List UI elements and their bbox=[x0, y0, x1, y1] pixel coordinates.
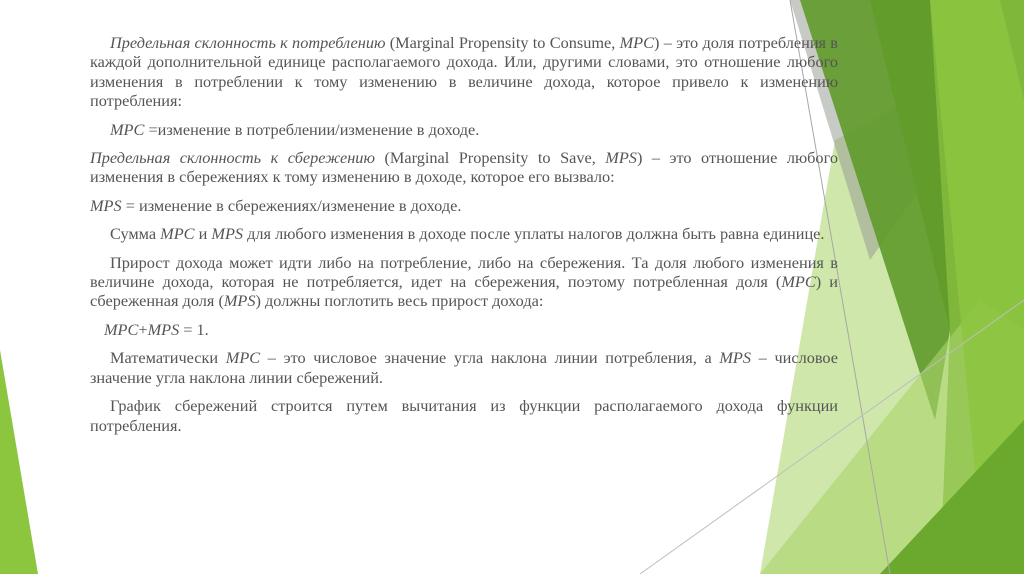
abbr-mpc-sum: MPC bbox=[160, 224, 195, 244]
paren-open-mps: (Marginal Propensity to Save, bbox=[374, 148, 606, 168]
term-mps: Предельная склонность к сбережению bbox=[90, 148, 375, 168]
growth-mid: ) и сбереженная доля ( bbox=[90, 272, 838, 311]
growth-rest: ) должны поглотить весь прирост дохода: bbox=[255, 291, 544, 311]
left-edge-green-bar bbox=[0, 350, 38, 574]
paren-open-mpc: (Marginal Propensity to Consume, bbox=[385, 33, 620, 52]
slope-rest: – числовое значение угла наклона линии сбережений. bbox=[90, 348, 838, 387]
abbr-mps-sum: MPS bbox=[211, 224, 244, 244]
abbr-mps-eq: MPS bbox=[147, 319, 180, 339]
paragraph-sum-formula bbox=[90, 320, 838, 339]
paragraph-mpc-formula bbox=[90, 120, 838, 139]
paragraph-slope-meaning bbox=[90, 348, 838, 387]
abbr-mps-growth: MPS bbox=[223, 291, 256, 311]
text-body bbox=[90, 33, 838, 444]
paragraph-mps-formula bbox=[90, 196, 838, 215]
slope-mid: – это числовое значение угла наклона линии потребления, а bbox=[260, 348, 720, 368]
abbr-mpc-growth: MPC bbox=[781, 272, 816, 292]
sum-rest: для любого изменения в доходе после уплаты налогов должна быть равна единице. bbox=[243, 224, 825, 244]
abbr-mpc-formula: MPC bbox=[110, 119, 145, 139]
abbr-mpc: MPC bbox=[619, 33, 654, 52]
sum-mid: и bbox=[194, 224, 212, 244]
abbr-mps-slope: MPS bbox=[719, 348, 751, 368]
mps-formula-text: = изменение в сбережениях/изменение в доходе. bbox=[121, 195, 462, 215]
savings-graph-text: График сбережений строится путем вычитания из функции располагаемого дохода функции потребления. bbox=[90, 396, 838, 435]
paragraph-savings-graph bbox=[90, 396, 838, 435]
sum-formula-rest: = 1. bbox=[179, 319, 209, 339]
abbr-mpc-slope: MPC bbox=[225, 348, 261, 368]
mps-definition-text: ) – это отношение любого изменения в сбережениях к тому изменению в доходе, которое его вызвало: bbox=[90, 148, 838, 187]
sum-lead: Сумма bbox=[110, 224, 161, 244]
paragraph-income-growth bbox=[90, 253, 838, 311]
abbr-mps: MPS bbox=[605, 148, 637, 168]
term-mpc: Предельная склонность к потреблению bbox=[110, 33, 386, 52]
abbr-mpc-eq: MPC bbox=[104, 319, 139, 339]
mpc-definition-text: ) – это доля потребления в каждой дополнительной единице располагаемого дохода. Или, другими словами, это отношение любого изменения в потреблении к тому изменению в величине дохода, которое привело к изменению потребления: bbox=[90, 33, 838, 111]
growth-lead: Прирост дохода может идти либо на потребление, либо на сбережения. Та доля любого изменения в величине дохода, которая не потребляется, идет на сбережения, поэтому потребленная доля ( bbox=[90, 252, 838, 292]
mpc-formula-text: =изменение в потреблении/изменение в доходе. bbox=[144, 119, 480, 139]
paragraph-sum-rule bbox=[90, 224, 838, 243]
abbr-mps-formula: MPS bbox=[90, 195, 122, 215]
paragraph-mpc-definition bbox=[90, 33, 838, 111]
plus-sign: + bbox=[138, 319, 148, 339]
slope-lead: Математически bbox=[110, 348, 226, 368]
paragraph-mps-definition bbox=[90, 148, 838, 187]
